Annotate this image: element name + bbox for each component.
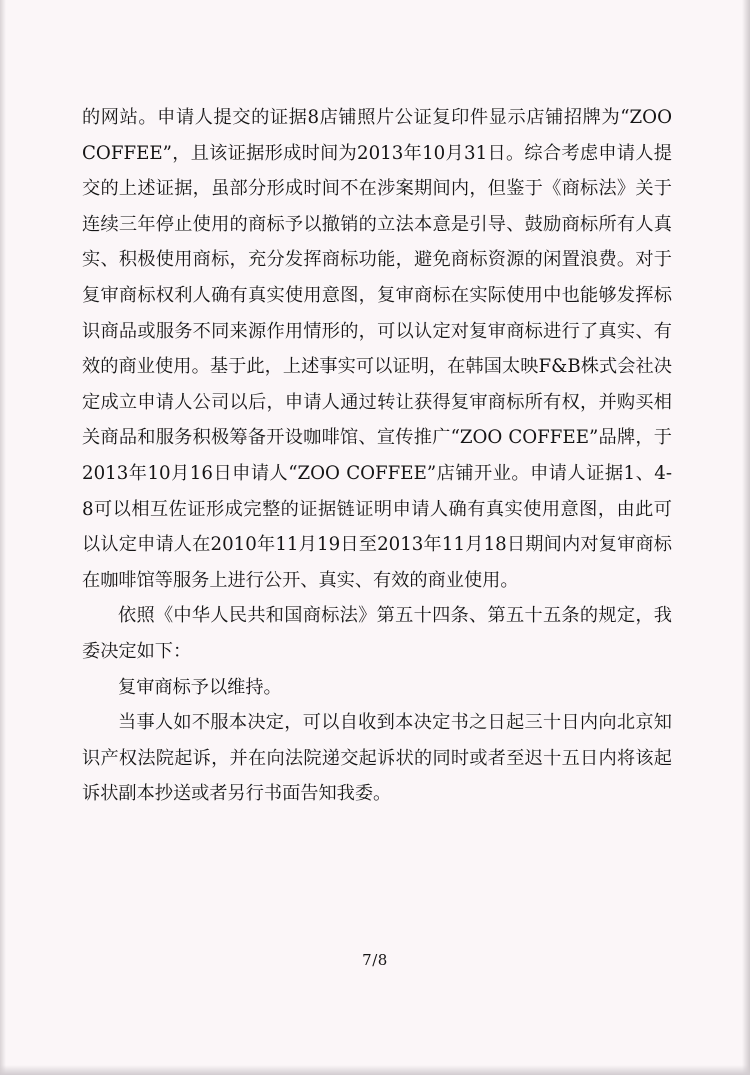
paragraph-appeal-notice: 当事人如不服本决定，可以自收到本决定书之日起三十日内向北京知识产权法院起诉，并在向法院递交起诉状的同时或者至迟十五日内将该起诉状副本抄送或者另行书面告知我委。	[82, 712, 672, 805]
paragraph-evidence-analysis: 的网站。申请人提交的证据8店铺照片公证复印件显示店铺招牌为“ZOO COFFEE”，且该证据形成时间为2013年10月31日。综合考虑申请人提交的上述证据，虽部分形成时间不在涉案期间内，但鉴于《商标法》关于连续三年停止使用的商标予以撤销的立法本意是引导、鼓励商标所有人真实、积极使用商标，充分发挥商标功能，避免商标资源的闲置浪费。对于复审商标权利人确有真实使用意图，复审商标在实际使用中也能够发挥标识商品或服务不同来源作用情形的，可以认定对复审商标进行了真实、有效的商业使用。基于此，上述事实可以证明，在韩国太映F&B株式会社决定成立申请人公司以后，申请人通过转让获得复审商标所有权，并购买相关商品和服务积极筹备开设咖啡馆、宣传推广“ZOO COFFEE”品牌，于2013年10月16日申请人“ZOO COFFEE”店铺开业。申请人证据1、4-8可以相互佐证形成完整的证据链证明申请人确有真实使用意图，由此可以认定申请人在2010年11月19日至2013年11月18日期间内对复审商标在咖啡馆等服务上进行公开、真实、有效的商业使用。	[82, 107, 672, 591]
document-body	[82, 100, 672, 812]
page-right-edge	[742, 0, 750, 1075]
page-bottom-edge	[0, 1065, 750, 1075]
paragraph-decision: 复审商标予以维持。	[118, 676, 282, 698]
paragraph-legal-basis: 依照《中华人民共和国商标法》第五十四条、第五十五条的规定，我委决定如下：	[82, 605, 672, 662]
page-left-edge	[0, 0, 6, 1075]
page-number: 7/8	[362, 951, 388, 969]
